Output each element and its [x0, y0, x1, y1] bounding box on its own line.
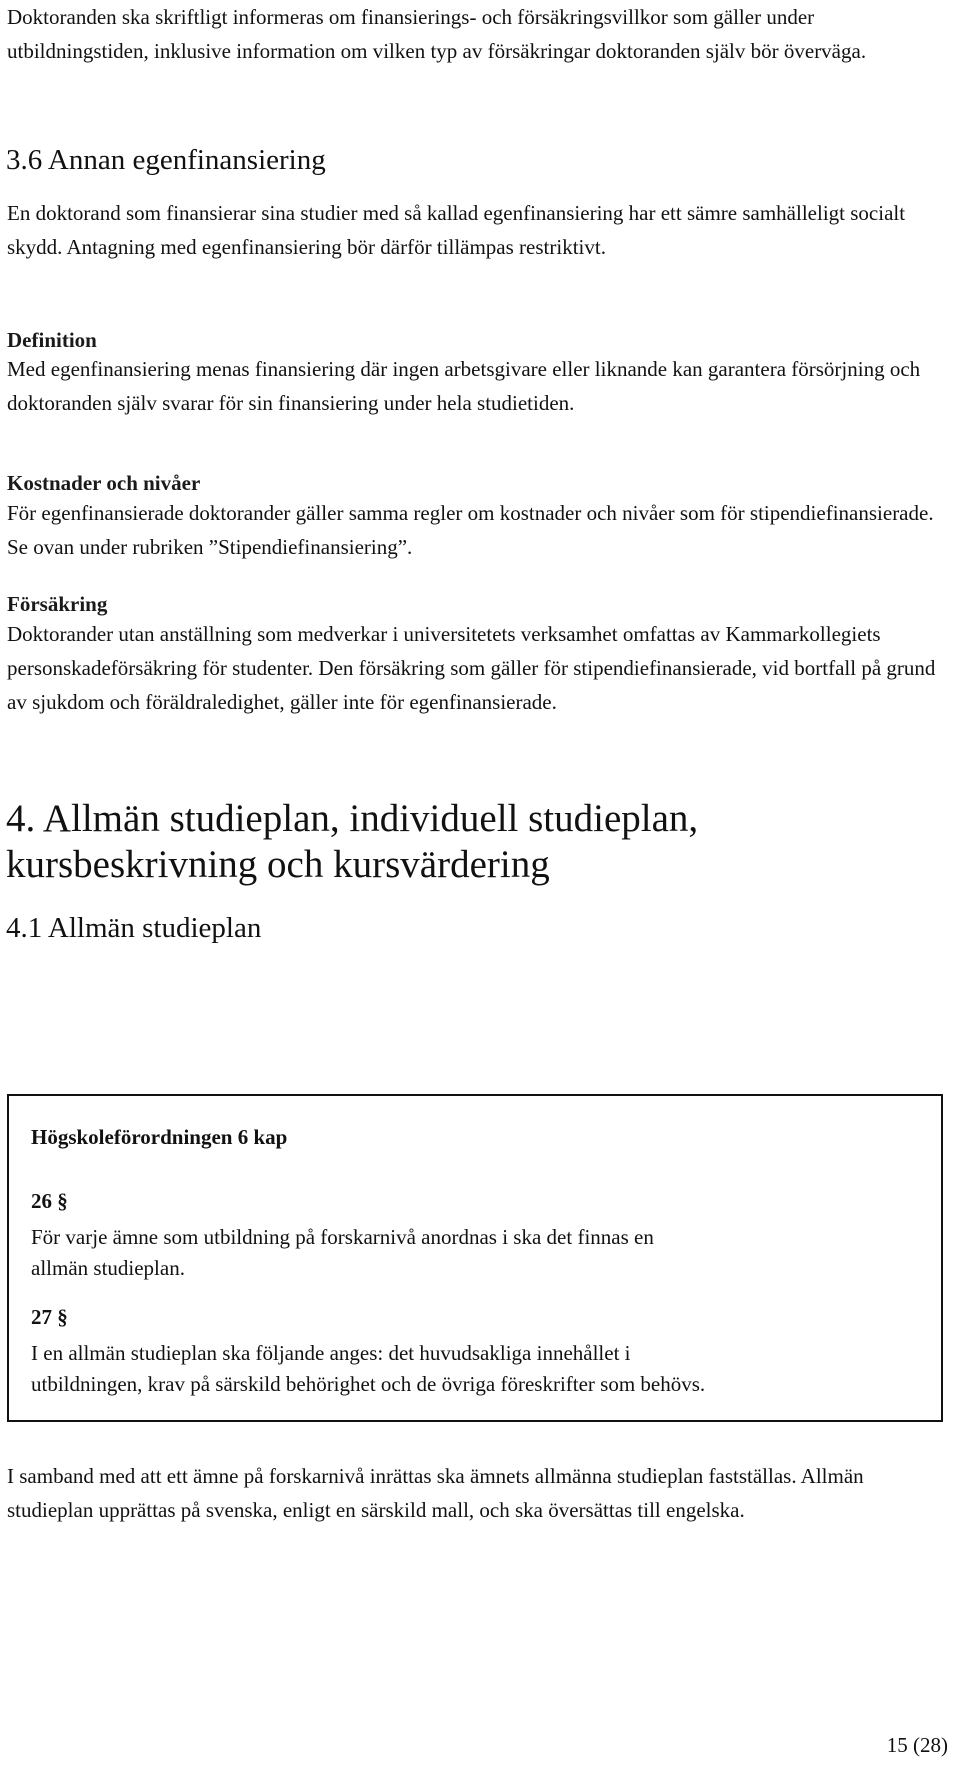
paragraph-26-line2: allmän studieplan. — [31, 1256, 185, 1280]
law-excerpt-box — [7, 1094, 943, 1422]
page-number: 15 (28) — [886, 1733, 948, 1757]
intro-paragraph: Doktoranden ska skriftligt informeras om finansierings- och försäkringsvillkor som gäller under utbildningstiden, inklusive information om vilken typ av försäkringar doktoranden själv bör överväga. — [7, 5, 867, 63]
definition-term: Definition — [7, 328, 97, 352]
insurance-body: Doktorander utan anställning som medverkar i universitetets verksamhet omfattas av Kammarkollegiets personskadeförsäkring för studenter. Den försäkring som gäller för stipendiefinansierade, vid bortfall på grund av sjukdom och föräldraledighet, gäller inte för egenfinansierade. — [7, 622, 936, 714]
chapter-4-heading-line2: kursbeskrivning och kursvärdering — [6, 843, 550, 886]
costs-body: För egenfinansierade doktorander gäller samma regler om kostnader och nivåer som för stipendiefinansierade. Se ovan under rubriken ”Stipendiefinansiering”. — [7, 501, 934, 559]
paragraph-27-line1: I en allmän studieplan ska följande anges: det huvudsakliga innehållet i — [31, 1341, 631, 1365]
paragraph-26-number: 26 § — [31, 1189, 68, 1213]
definition-body: Med egenfinansiering menas finansiering där ingen arbetsgivare eller liknande kan garantera försörjning och doktoranden själv svarar för sin finansiering under hela studietiden. — [7, 357, 921, 415]
chapter-4-heading-line1: 4. Allmän studieplan, individuell studieplan, — [6, 797, 699, 840]
closing-paragraph: I samband med att ett ämne på forskarnivå inrättas ska ämnets allmänna studieplan fastställas. Allmän studieplan upprättas på svenska, enligt en särskild mall, och ska översättas till engelska. — [7, 1464, 864, 1522]
insurance-term: Försäkring — [7, 592, 108, 616]
section-4-1-heading: 4.1 Allmän studieplan — [6, 912, 262, 944]
paragraph-26-line1: För varje ämne som utbildning på forskarnivå anordnas i ska det finnas en — [31, 1225, 654, 1249]
section-3-6-body: En doktorand som finansierar sina studier med så kallad egenfinansiering har ett sämre samhälleligt socialt skydd. Antagning med egenfinansiering bör därför tillämpas restriktivt. — [7, 201, 906, 259]
paragraph-27-number: 27 § — [31, 1305, 68, 1329]
law-box-title: Högskoleförordningen 6 kap — [31, 1125, 288, 1149]
costs-term: Kostnader och nivåer — [7, 471, 201, 495]
section-3-6-heading: 3.6 Annan egenfinansiering — [6, 144, 326, 176]
paragraph-27-line2: utbildningen, krav på särskild behörighet och de övriga föreskrifter som behövs. — [31, 1372, 706, 1396]
